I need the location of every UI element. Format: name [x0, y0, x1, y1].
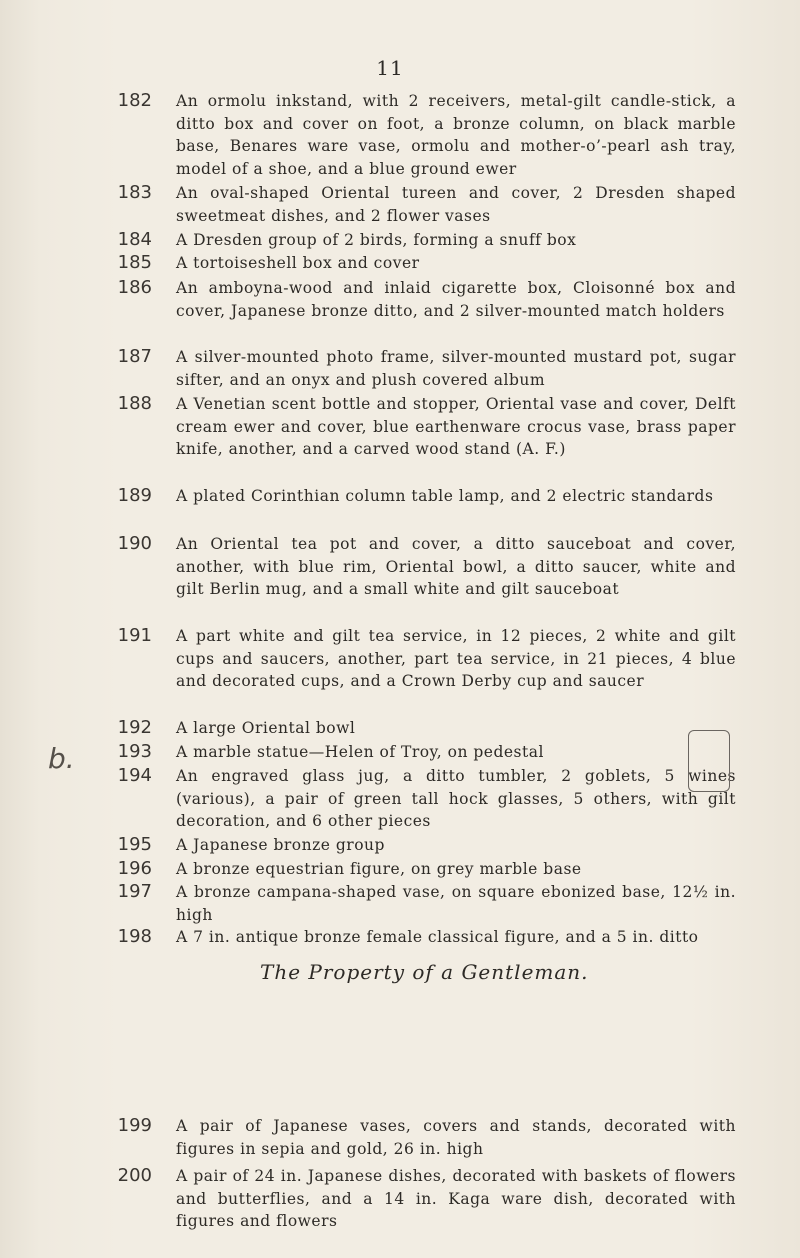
lot-number: 193	[117, 741, 152, 762]
lot-description: A marble statue—Helen of Troy, on pedestal	[176, 743, 544, 761]
lot-description: A bronze equestrian figure, on grey marble base	[176, 860, 582, 878]
lot-description: An amboyna-wood and inlaid cigarette box, Cloisonné box and cover, Japanese bronze ditto, and 2 silver-mounted match holders	[176, 279, 736, 320]
lot-number: 185	[117, 252, 152, 273]
lot-number: 200	[117, 1165, 152, 1186]
pencil-annotation: b.	[48, 742, 75, 775]
lot-number: 197	[117, 881, 152, 902]
lot-number: 191	[117, 625, 152, 646]
lot-number: 192	[117, 717, 152, 738]
lot-number: 184	[117, 229, 152, 250]
lot-description: A part white and gilt tea service, in 12 pieces, 2 white and gilt cups and saucers, another, part tea service, in 21 pieces, 4 blue and decorated cups, and a Crown Derby cup and saucer	[176, 627, 736, 690]
lot-description: A 7 in. antique bronze female classical figure, and a 5 in. ditto	[176, 928, 699, 946]
lot-description: A plated Corinthian column table lamp, and 2 electric standards	[176, 487, 714, 505]
section-heading: The Property of a Gentleman.	[260, 960, 589, 984]
lot-description: A pair of Japanese vases, covers and stands, decorated with figures in sepia and gold, 26 in. high	[176, 1117, 736, 1158]
lot-description: A Dresden group of 2 birds, forming a snuff box	[176, 231, 577, 249]
lot-description: A bronze campana-shaped vase, on square ebonized base, 12½ in. high	[176, 883, 736, 924]
lot-description: A Venetian scent bottle and stopper, Oriental vase and cover, Delft cream ewer and cover, blue earthenware crocus vase, brass paper knife, another, and a carved wood stand (A. F.)	[176, 395, 736, 458]
lot-number: 196	[117, 858, 152, 879]
lot-description: An engraved glass jug, a ditto tumbler, 2 goblets, 5 wines (various), a pair of green tall hock glasses, 5 others, with gilt decoration, and 6 other pieces	[176, 767, 736, 830]
lot-description: A pair of 24 in. Japanese dishes, decorated with baskets of flowers and butterflies, and a 14 in. Kaga ware dish, decorated with figures and flowers	[176, 1167, 736, 1230]
lot-number: 183	[117, 182, 152, 203]
lot-number: 186	[117, 277, 152, 298]
lot-description: A large Oriental bowl	[176, 719, 356, 737]
lot-description: An Oriental tea pot and cover, a ditto sauceboat and cover, another, with blue rim, Oriental bowl, a ditto saucer, white and gilt Berlin mug, and a small white and gilt sauceboat	[176, 535, 736, 598]
lot-description: An oval-shaped Oriental tureen and cover, 2 Dresden shaped sweetmeat dishes, and 2 flower vases	[176, 184, 736, 225]
lot-number: 194	[117, 765, 152, 786]
margin-bracket-mark	[688, 730, 730, 792]
lot-number: 198	[117, 926, 152, 947]
page-number: 11	[376, 56, 404, 80]
lot-number: 195	[117, 834, 152, 855]
lot-number: 199	[117, 1115, 152, 1136]
lot-number: 189	[117, 485, 152, 506]
lot-number: 187	[117, 346, 152, 367]
lot-number: 190	[117, 533, 152, 554]
lot-description: An ormolu inkstand, with 2 receivers, metal-gilt candle-stick, a ditto box and cover on foot, a bronze column, on black marble base, Benares ware vase, ormolu and mother-o’-pearl ash tray, model of a shoe, and a blue ground ewer	[176, 92, 736, 178]
lot-number: 182	[117, 90, 152, 111]
lot-description: A silver-mounted photo frame, silver-mounted mustard pot, sugar sifter, and an onyx and plush covered album	[176, 348, 736, 389]
lot-description: A Japanese bronze group	[176, 836, 385, 854]
lot-number: 188	[117, 393, 152, 414]
lot-description: A tortoiseshell box and cover	[176, 254, 420, 272]
